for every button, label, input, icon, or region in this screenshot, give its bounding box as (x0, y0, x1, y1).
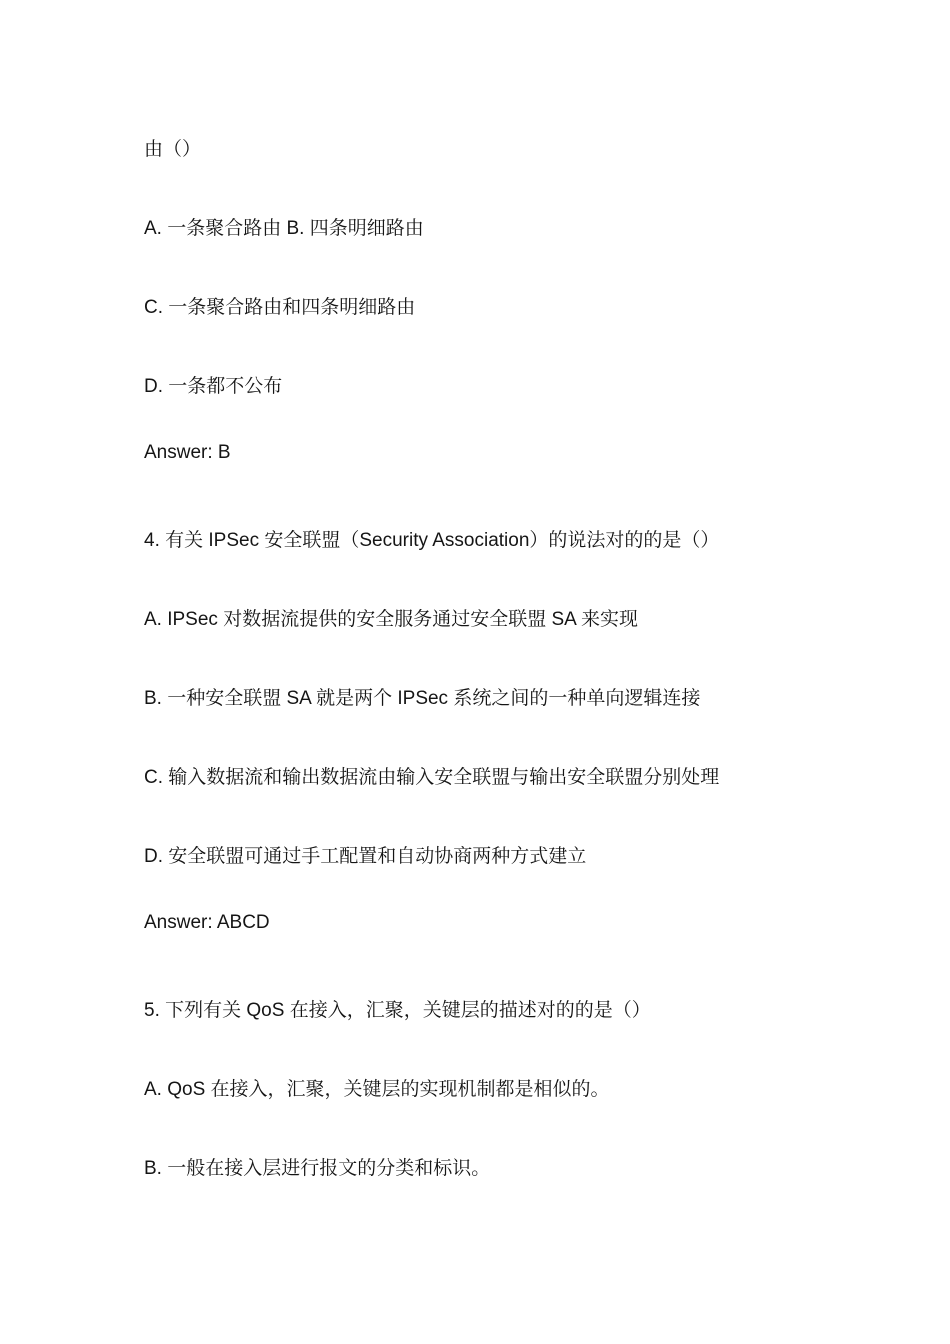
question-4-stem: 4. 有关 IPSec 安全联盟（Security Association）的说法对的的是（） (144, 530, 720, 551)
question-4-option-b: B. 一种安全联盟 SA 就是两个 IPSec 系统之间的一种单向逻辑连接 (144, 688, 701, 709)
question-4-option-c: C. 输入数据流和输出数据流由输入安全联盟与输出安全联盟分别处理 (144, 767, 720, 788)
question-3-option-d: D. 一条都不公布 (144, 376, 283, 397)
question-5-stem: 5. 下列有关 QoS 在接入，汇聚，关键层的描述对的的是（） (144, 1000, 651, 1021)
question-4-answer: Answer: ABCD (144, 912, 270, 933)
question-5-option-b: B. 一般在接入层进行报文的分类和标识。 (144, 1158, 491, 1179)
question-3-answer: Answer: B (144, 442, 231, 463)
question-4-option-a: A. IPSec 对数据流提供的安全服务通过安全联盟 SA 来实现 (144, 609, 639, 630)
question-3-option-c: C. 一条聚合路由和四条明细路由 (144, 297, 416, 318)
question-5-option-a: A. QoS 在接入，汇聚，关键层的实现机制都是相似的。 (144, 1079, 610, 1100)
question-4-option-d: D. 安全联盟可通过手工配置和自动协商两种方式建立 (144, 846, 587, 867)
question-3-stem-tail: 由（） (144, 139, 202, 160)
question-3-options-a-b: A. 一条聚合路由 B. 四条明细路由 (144, 218, 424, 239)
